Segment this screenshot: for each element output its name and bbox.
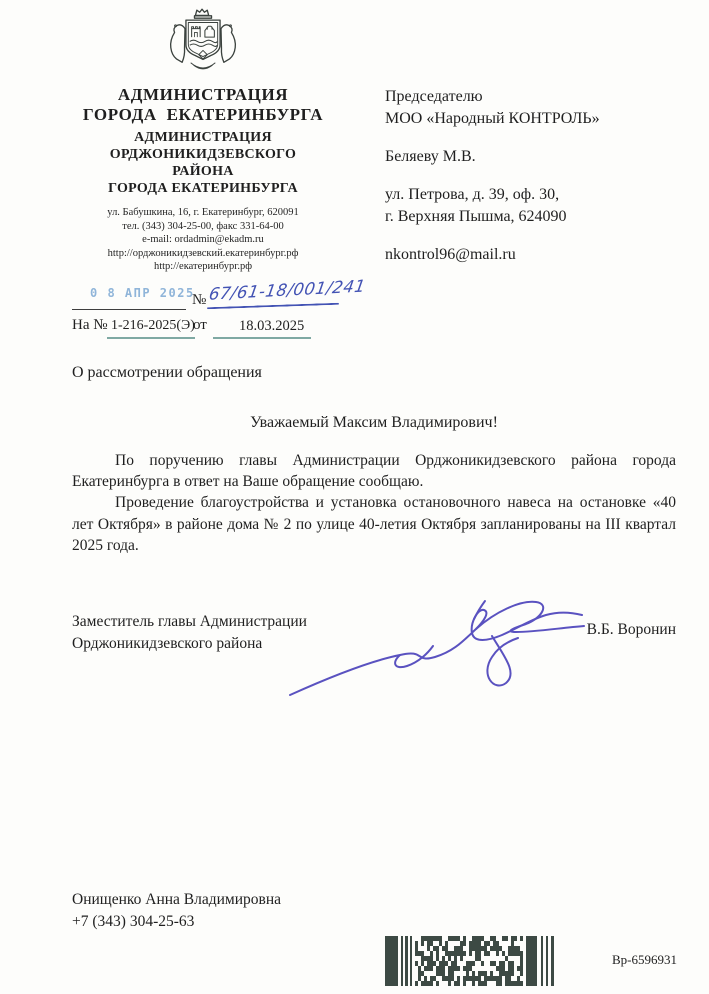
signer-position-line: Заместитель главы Администрации	[72, 613, 307, 630]
body-paragraph: По поручению главы Администрации Орджоникидзевского района города Екатеринбурга в ответ на Ваше обращение сообщаю.	[72, 452, 676, 491]
from-label: от	[193, 317, 207, 333]
department-name	[48, 129, 358, 197]
dept-name-line: ОРДЖОНИКИДЗЕВСКОГО	[109, 147, 297, 162]
addressee-title: Председателю	[385, 88, 483, 105]
executor-block	[72, 889, 281, 933]
contact-line-website: http://орджоникидзевский.екатеринбург.рф	[107, 247, 299, 259]
underline	[213, 337, 311, 339]
contact-line-email: e-mail: ordadmin@ekadm.ru	[142, 234, 264, 245]
signer-name: В.Б. Воронин	[586, 621, 676, 638]
date-line	[72, 309, 186, 310]
handwritten-signature	[278, 585, 588, 703]
document-barcode	[385, 936, 560, 986]
addressee-email: nkontrol96@mail.ru	[385, 246, 516, 263]
body-paragraph: Проведение благоустройства и установка остановочного навеса на остановке «40 лет Октября» в районе дома № 2 по улице 40-летия Октября запланированы на III квартал 2025 года.	[72, 494, 676, 554]
addressee-block	[385, 86, 600, 266]
incoming-number: 1-216-2025(Э)	[111, 318, 195, 333]
underline	[107, 337, 195, 339]
executor-name: Онищенко Анна Владимировна	[72, 891, 282, 908]
org-name-line: ГОРОДА ЕКАТЕРИНБУРГА	[82, 105, 324, 124]
subject-line: О рассмотрении обращения	[72, 364, 262, 381]
organization-name	[48, 85, 358, 125]
letter-body	[72, 450, 676, 556]
executor-phone: +7 (343) 304-25-63	[72, 913, 195, 930]
outgoing-number-label: №	[192, 292, 207, 308]
contact-line-website: http://екатеринбург.рф	[153, 261, 253, 272]
signer-position-line: Орджоникидзевского района	[72, 635, 263, 652]
registration-date-stamp: 0 8 АПР 2025	[90, 286, 195, 300]
coat-of-arms-icon	[167, 6, 239, 74]
letterhead-contacts	[48, 206, 358, 274]
barcode-label: Вр-6596931	[612, 952, 677, 967]
addressee-city: г. Верхняя Пышма, 624090	[385, 208, 567, 225]
salutation: Уважаемый Максим Владимирович!	[250, 414, 498, 431]
dept-name-line: АДМИНИСТРАЦИЯ	[134, 130, 272, 145]
incoming-ref-label: На №	[72, 317, 108, 333]
contact-line-address: ул. Бабушкина, 16, г. Екатеринбург, 620091	[107, 207, 299, 218]
contact-line-phone: тел. (343) 304-25-00, факс 331-64-00	[122, 220, 284, 232]
signer-position	[72, 611, 307, 655]
dept-name-line: ГОРОДА ЕКАТЕРИНБУРГА	[108, 181, 298, 196]
addressee-street: ул. Петрова, д. 39, оф. 30,	[385, 186, 560, 203]
outgoing-number-handwritten: 67/61-18/001/241	[207, 276, 368, 304]
org-name-line: АДМИНИСТРАЦИЯ	[117, 85, 289, 104]
addressee-organization: МОО «Народный КОНТРОЛЬ»	[385, 110, 600, 127]
addressee-person: Беляеву М.В.	[385, 148, 476, 165]
dept-name-line: РАЙОНА	[172, 164, 234, 179]
incoming-date: 18.03.2025	[239, 318, 305, 334]
pen-underline	[207, 303, 339, 310]
